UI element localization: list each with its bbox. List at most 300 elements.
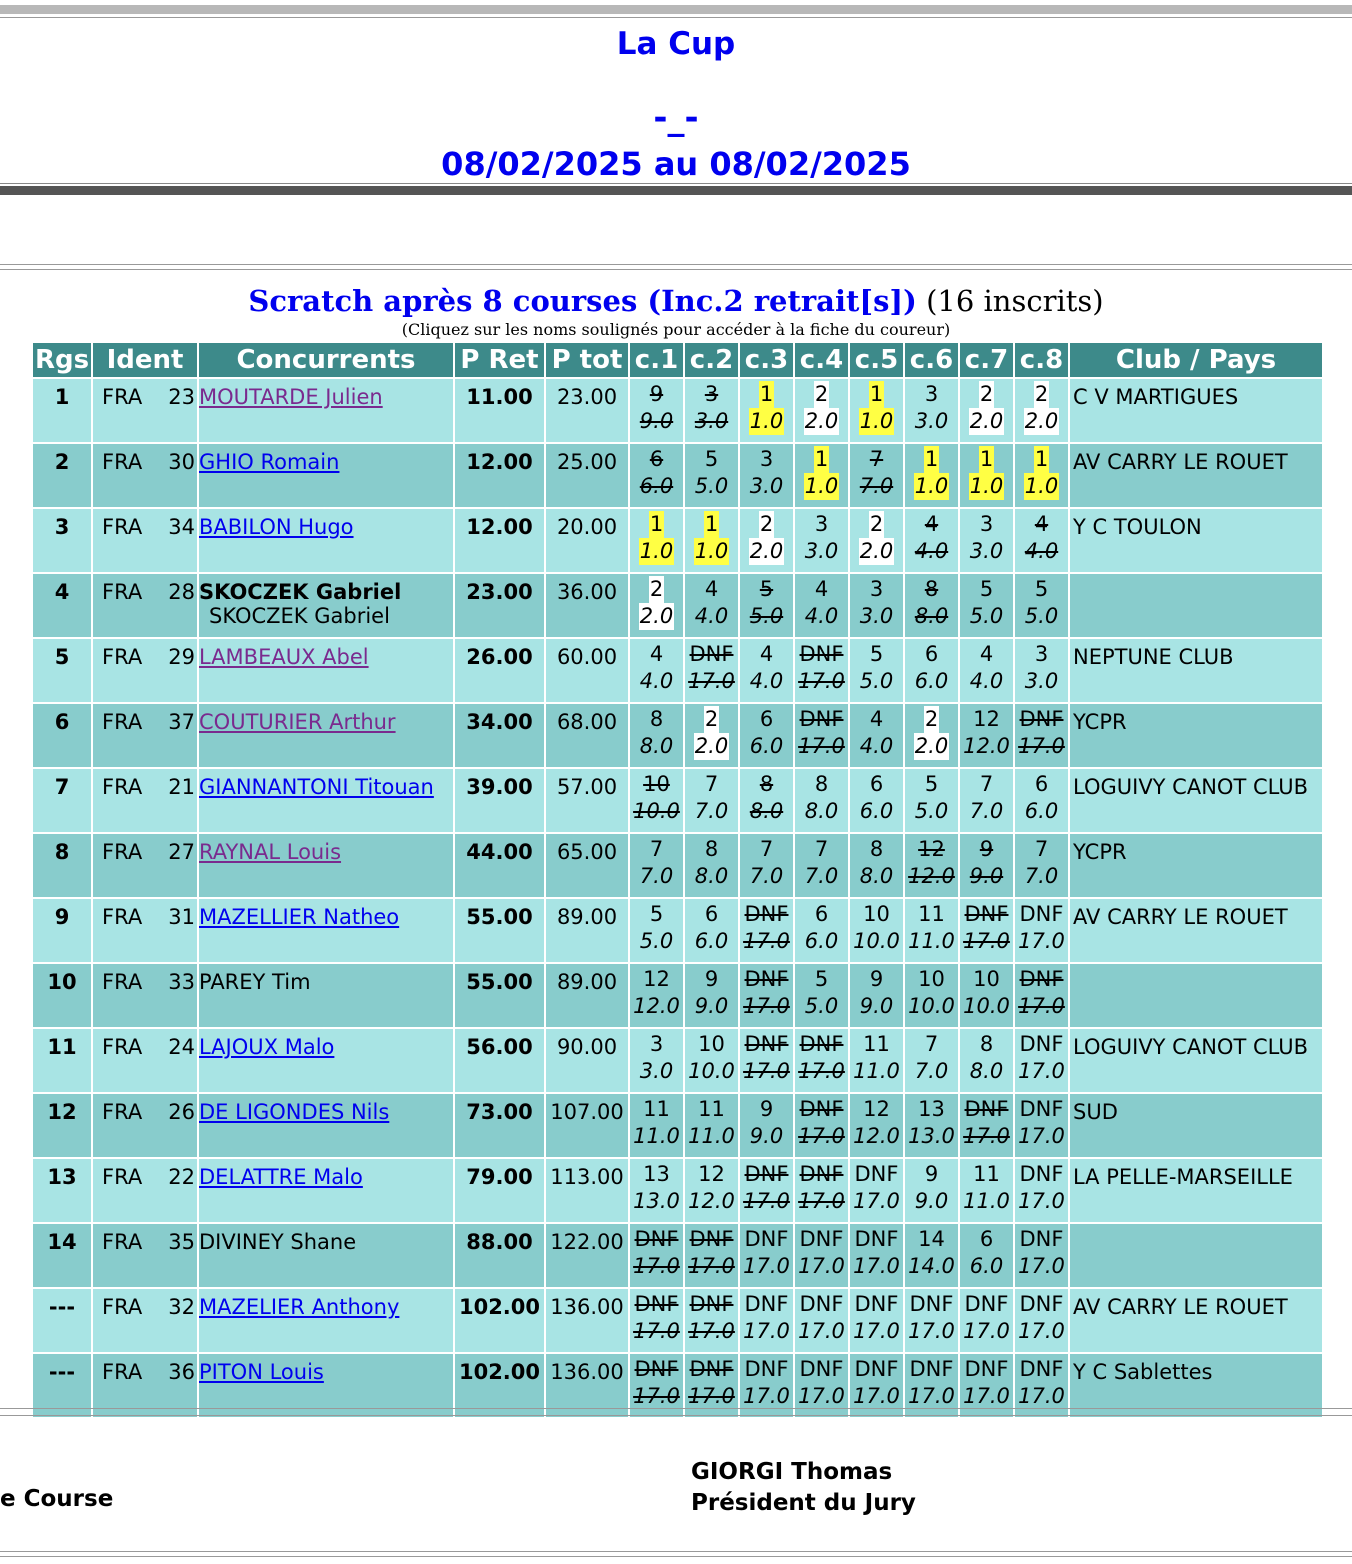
competitor-link[interactable]: DE LIGONDES Nils xyxy=(199,1100,390,1124)
race-place: 6 xyxy=(649,447,664,471)
competitor-link[interactable]: LAMBEAUX Abel xyxy=(199,645,369,669)
race-points: 17.0 xyxy=(633,1384,680,1408)
competitor-link[interactable]: MAZELLIER Natheo xyxy=(199,905,400,929)
col-header: c.2 xyxy=(685,343,738,377)
competitor-crew: SKOCZEK Gabriel xyxy=(209,604,390,628)
race-points: 7.0 xyxy=(1024,864,1059,888)
col-header: c.6 xyxy=(905,343,958,377)
top-rule xyxy=(0,5,1352,14)
race-points: 9.0 xyxy=(914,1189,949,1213)
points-net-cell: 23.00 xyxy=(455,574,544,637)
race-result-cell xyxy=(960,1029,1013,1092)
event-dates: 08/02/2025 au 08/02/2025 xyxy=(441,145,911,183)
race-place: 9 xyxy=(704,967,719,991)
race-result-cell xyxy=(905,769,958,832)
race-place: DNF xyxy=(799,1292,844,1316)
race-points: 11.0 xyxy=(688,1124,735,1148)
race-place: 8 xyxy=(979,1032,994,1056)
race-result-cell xyxy=(630,1224,683,1287)
race-points: 12.0 xyxy=(908,864,955,888)
race-result-cell xyxy=(685,574,738,637)
table-row xyxy=(33,509,1322,572)
race-result-cell xyxy=(850,639,903,702)
name-cell xyxy=(199,574,453,637)
table-row xyxy=(33,704,1322,767)
race-place: 11 xyxy=(973,1162,1000,1186)
race-points: 17.0 xyxy=(853,1254,900,1278)
club-cell: YCPR xyxy=(1070,834,1322,897)
race-place: 4 xyxy=(759,642,774,666)
race-result-cell xyxy=(685,964,738,1027)
race-result-cell xyxy=(960,769,1013,832)
race-place: 7 xyxy=(1034,837,1049,861)
nationality: FRA xyxy=(102,1165,143,1189)
race-result-cell xyxy=(795,509,848,572)
race-points: 3.0 xyxy=(859,604,894,628)
name-cell xyxy=(199,1159,453,1222)
race-points: 1.0 xyxy=(694,539,729,563)
name-cell xyxy=(199,1029,453,1092)
race-points: 10.0 xyxy=(963,994,1010,1018)
race-place: 3 xyxy=(649,1032,664,1056)
caption-main: Scratch après 8 courses (Inc.2 retrait[s]) xyxy=(248,284,917,318)
rank-cell: 7 xyxy=(33,769,91,832)
col-header: c.7 xyxy=(960,343,1013,377)
race-place: 8 xyxy=(869,837,884,861)
rank-cell: 6 xyxy=(33,704,91,767)
name-cell xyxy=(199,639,453,702)
sail-number: 23 xyxy=(168,385,195,409)
race-place: DNF xyxy=(1019,902,1064,926)
race-result-cell xyxy=(960,964,1013,1027)
race-points: 6.0 xyxy=(694,929,729,953)
race-place: 3 xyxy=(814,512,829,536)
race-points: 9.0 xyxy=(749,1124,784,1148)
col-header: c.3 xyxy=(740,343,793,377)
results-caption xyxy=(0,284,1352,318)
race-result-cell xyxy=(1015,1224,1068,1287)
race-points: 17.0 xyxy=(743,1384,790,1408)
race-points: 17.0 xyxy=(853,1319,900,1343)
race-points: 1.0 xyxy=(1024,474,1059,498)
race-result-cell xyxy=(1015,444,1068,507)
race-place: 5 xyxy=(869,642,884,666)
col-header: Concurrents xyxy=(199,343,453,377)
race-points: 6.0 xyxy=(914,669,949,693)
race-place: 7 xyxy=(924,1032,939,1056)
race-result-cell xyxy=(740,704,793,767)
rank-cell: 4 xyxy=(33,574,91,637)
competitor-link[interactable]: DELATTRE Malo xyxy=(199,1165,363,1189)
top-rule-thin xyxy=(0,17,1352,18)
footer-left-label: e Course xyxy=(0,1486,114,1512)
race-result-cell xyxy=(685,1224,738,1287)
race-place: 9 xyxy=(869,967,884,991)
race-place: 8 xyxy=(924,577,939,601)
race-points: 2.0 xyxy=(694,734,729,758)
race-result-cell xyxy=(1015,834,1068,897)
race-place: 2 xyxy=(649,577,664,601)
race-place: 2 xyxy=(814,382,829,406)
race-points: 6.0 xyxy=(1024,799,1059,823)
race-points: 10.0 xyxy=(853,929,900,953)
race-place: 1 xyxy=(924,447,939,471)
competitor-name: SKOCZEK Gabriel xyxy=(199,580,402,604)
race-place: DNF xyxy=(689,1357,734,1381)
race-result-cell xyxy=(1015,1029,1068,1092)
race-points: 17.0 xyxy=(1018,1384,1065,1408)
race-place: 2 xyxy=(924,707,939,731)
race-points: 10.0 xyxy=(908,994,955,1018)
race-place: 3 xyxy=(869,577,884,601)
race-points: 9.0 xyxy=(694,994,729,1018)
race-result-cell xyxy=(630,1094,683,1157)
col-header: P tot xyxy=(546,343,628,377)
race-place: 11 xyxy=(863,1032,890,1056)
race-result-cell xyxy=(1015,639,1068,702)
race-place: 1 xyxy=(649,512,664,536)
race-result-cell xyxy=(850,769,903,832)
race-result-cell xyxy=(960,1159,1013,1222)
competitor-link[interactable]: LAJOUX Malo xyxy=(199,1035,335,1059)
race-place: 14 xyxy=(918,1227,945,1251)
competitor-link[interactable]: BABILON Hugo xyxy=(199,515,354,539)
race-result-cell xyxy=(795,964,848,1027)
points-net-cell: 102.00 xyxy=(455,1354,544,1417)
sail-number: 37 xyxy=(168,710,195,734)
ident-cell xyxy=(93,1224,197,1287)
col-header: c.5 xyxy=(850,343,903,377)
nationality: FRA xyxy=(102,710,143,734)
race-place: DNF xyxy=(799,1227,844,1251)
points-total-cell: 25.00 xyxy=(546,444,628,507)
race-place: 5 xyxy=(1034,577,1049,601)
points-total-cell: 107.00 xyxy=(546,1094,628,1157)
race-place: DNF xyxy=(634,1227,679,1251)
race-result-cell xyxy=(1015,899,1068,962)
sail-number: 31 xyxy=(168,905,195,929)
competitor-link[interactable]: GHIO Romain xyxy=(199,450,340,474)
page-title: La Cup xyxy=(616,26,736,62)
rank-cell: 8 xyxy=(33,834,91,897)
section-rule-1 xyxy=(0,264,1352,265)
race-place: DNF xyxy=(744,1162,789,1186)
col-header: c.8 xyxy=(1015,343,1068,377)
race-place: 7 xyxy=(649,837,664,861)
race-points: 2.0 xyxy=(804,409,839,433)
race-points: 3.0 xyxy=(1024,669,1059,693)
race-place: DNF xyxy=(1019,1357,1064,1381)
race-result-cell xyxy=(630,574,683,637)
rank-cell: 9 xyxy=(33,899,91,962)
race-result-cell xyxy=(740,1029,793,1092)
race-result-cell xyxy=(685,704,738,767)
table-row xyxy=(33,769,1322,832)
rank-cell: --- xyxy=(33,1289,91,1352)
race-points: 17.0 xyxy=(743,1059,790,1083)
page-subtitle: -_- xyxy=(653,98,699,138)
race-place: DNF xyxy=(1019,1292,1064,1316)
race-result-cell xyxy=(905,964,958,1027)
race-points: 17.0 xyxy=(633,1254,680,1278)
race-result-cell xyxy=(685,769,738,832)
race-points: 11.0 xyxy=(963,1189,1010,1213)
race-place: 4 xyxy=(814,577,829,601)
race-points: 4.0 xyxy=(859,734,894,758)
points-net-cell: 44.00 xyxy=(455,834,544,897)
race-points: 17.0 xyxy=(1018,1059,1065,1083)
ident-cell xyxy=(93,509,197,572)
club-cell: Y C Sablettes xyxy=(1070,1354,1322,1417)
name-cell xyxy=(199,509,453,572)
race-result-cell xyxy=(795,444,848,507)
ident-cell xyxy=(93,379,197,442)
race-place: 6 xyxy=(924,642,939,666)
race-place: 12 xyxy=(698,1162,725,1186)
bottom-rule-2 xyxy=(0,1556,1352,1557)
race-points: 14.0 xyxy=(908,1254,955,1278)
ident-cell xyxy=(93,964,197,1027)
race-points: 4.0 xyxy=(804,604,839,628)
race-points: 4.0 xyxy=(749,669,784,693)
race-points: 17.0 xyxy=(963,1124,1010,1148)
race-result-cell xyxy=(960,1094,1013,1157)
club-cell xyxy=(1070,574,1322,637)
race-place: DNF xyxy=(1019,1162,1064,1186)
race-place: 4 xyxy=(924,512,939,536)
race-place: 12 xyxy=(973,707,1000,731)
race-points: 17.0 xyxy=(908,1319,955,1343)
ident-cell xyxy=(93,834,197,897)
race-result-cell xyxy=(630,1029,683,1092)
race-points: 17.0 xyxy=(1018,734,1065,758)
nationality: FRA xyxy=(102,840,143,864)
race-points: 9.0 xyxy=(639,409,674,433)
sail-number: 34 xyxy=(168,515,195,539)
race-result-cell xyxy=(850,379,903,442)
rank-cell: 13 xyxy=(33,1159,91,1222)
race-points: 5.0 xyxy=(914,799,949,823)
competitor-link[interactable]: MAZELIER Anthony xyxy=(199,1295,400,1319)
race-points: 10.0 xyxy=(633,799,680,823)
race-points: 7.0 xyxy=(859,474,894,498)
race-result-cell xyxy=(850,1289,903,1352)
race-place: DNF xyxy=(744,1032,789,1056)
race-place: 2 xyxy=(759,512,774,536)
nationality: FRA xyxy=(102,970,143,994)
race-points: 4.0 xyxy=(969,669,1004,693)
race-points: 17.0 xyxy=(963,929,1010,953)
points-net-cell: 39.00 xyxy=(455,769,544,832)
points-net-cell: 12.00 xyxy=(455,509,544,572)
points-total-cell: 68.00 xyxy=(546,704,628,767)
race-points: 17.0 xyxy=(798,1254,845,1278)
nationality: FRA xyxy=(102,450,143,474)
race-place: 7 xyxy=(869,447,884,471)
club-cell: LOGUIVY CANOT CLUB xyxy=(1070,769,1322,832)
race-points: 13.0 xyxy=(908,1124,955,1148)
race-result-cell xyxy=(905,1159,958,1222)
jury-president-role: Président du Jury xyxy=(691,1490,916,1516)
points-total-cell: 23.00 xyxy=(546,379,628,442)
race-points: 17.0 xyxy=(798,1384,845,1408)
race-points: 7.0 xyxy=(969,799,1004,823)
race-place: 5 xyxy=(759,577,774,601)
race-place: DNF xyxy=(799,1162,844,1186)
sail-number: 27 xyxy=(168,840,195,864)
header-rule-thick xyxy=(0,186,1352,195)
race-points: 2.0 xyxy=(914,734,949,758)
sail-number: 28 xyxy=(168,580,195,604)
race-place: DNF xyxy=(689,1227,734,1251)
race-points: 17.0 xyxy=(688,1319,735,1343)
jury-signature xyxy=(691,1457,916,1519)
competitor-link[interactable]: GIANNANTONI Titouan xyxy=(199,775,434,799)
race-points: 6.0 xyxy=(749,734,784,758)
race-place: DNF xyxy=(1019,707,1064,731)
points-net-cell: 102.00 xyxy=(455,1289,544,1352)
race-points: 1.0 xyxy=(639,539,674,563)
race-result-cell xyxy=(850,574,903,637)
race-result-cell xyxy=(795,1094,848,1157)
race-result-cell xyxy=(685,1094,738,1157)
race-place: 6 xyxy=(704,902,719,926)
race-points: 8.0 xyxy=(639,734,674,758)
race-result-cell xyxy=(740,1094,793,1157)
race-result-cell xyxy=(630,1159,683,1222)
race-place: 4 xyxy=(869,707,884,731)
race-result-cell xyxy=(630,769,683,832)
race-place: DNF xyxy=(799,642,844,666)
race-result-cell xyxy=(630,899,683,962)
club-cell: LA PELLE-MARSEILLE xyxy=(1070,1159,1322,1222)
race-place: DNF xyxy=(744,1292,789,1316)
race-result-cell xyxy=(795,769,848,832)
points-net-cell: 34.00 xyxy=(455,704,544,767)
race-place: 12 xyxy=(918,837,945,861)
competitor-link[interactable]: COUTURIER Arthur xyxy=(199,710,396,734)
points-total-cell: 90.00 xyxy=(546,1029,628,1092)
nationality: FRA xyxy=(102,385,143,409)
race-result-cell xyxy=(630,834,683,897)
race-points: 12.0 xyxy=(963,734,1010,758)
race-points: 17.0 xyxy=(963,1319,1010,1343)
race-result-cell xyxy=(850,834,903,897)
race-points: 17.0 xyxy=(798,1189,845,1213)
race-points: 3.0 xyxy=(914,409,949,433)
race-place: 7 xyxy=(759,837,774,861)
race-points: 12.0 xyxy=(688,1189,735,1213)
race-place: 1 xyxy=(869,382,884,406)
race-place: 7 xyxy=(814,837,829,861)
race-place: DNF xyxy=(964,1097,1009,1121)
race-result-cell xyxy=(905,379,958,442)
race-points: 1.0 xyxy=(749,409,784,433)
points-net-cell: 11.00 xyxy=(455,379,544,442)
competitor-link[interactable]: MOUTARDE Julien xyxy=(199,385,383,409)
race-place: 3 xyxy=(924,382,939,406)
table-row xyxy=(33,899,1322,962)
race-place: DNF xyxy=(634,1357,679,1381)
race-result-cell xyxy=(795,899,848,962)
race-points: 17.0 xyxy=(743,1254,790,1278)
table-row xyxy=(33,379,1322,442)
race-result-cell xyxy=(905,1289,958,1352)
race-points: 1.0 xyxy=(914,474,949,498)
race-place: 9 xyxy=(759,1097,774,1121)
rank-cell: 12 xyxy=(33,1094,91,1157)
race-result-cell xyxy=(960,444,1013,507)
race-place: 6 xyxy=(869,772,884,796)
table-row xyxy=(33,1094,1322,1157)
points-total-cell: 20.00 xyxy=(546,509,628,572)
competitor-link[interactable]: PITON Louis xyxy=(199,1360,324,1384)
race-result-cell xyxy=(905,1029,958,1092)
race-place: DNF xyxy=(909,1292,954,1316)
race-result-cell xyxy=(850,899,903,962)
race-result-cell xyxy=(960,509,1013,572)
race-points: 3.0 xyxy=(749,474,784,498)
race-points: 17.0 xyxy=(798,669,845,693)
race-result-cell xyxy=(795,379,848,442)
race-place: 1 xyxy=(814,447,829,471)
race-result-cell xyxy=(960,1224,1013,1287)
race-place: DNF xyxy=(1019,967,1064,991)
race-points: 7.0 xyxy=(914,1059,949,1083)
name-cell xyxy=(199,1224,453,1287)
race-result-cell xyxy=(905,704,958,767)
race-place: 7 xyxy=(704,772,719,796)
race-result-cell xyxy=(1015,1289,1068,1352)
race-place: DNF xyxy=(744,1227,789,1251)
race-place: 8 xyxy=(649,707,664,731)
race-result-cell xyxy=(960,639,1013,702)
table-row xyxy=(33,964,1322,1027)
race-place: DNF xyxy=(854,1292,899,1316)
sail-number: 26 xyxy=(168,1100,195,1124)
race-points: 17.0 xyxy=(1018,994,1065,1018)
race-points: 17.0 xyxy=(1018,929,1065,953)
race-points: 6.0 xyxy=(969,1254,1004,1278)
race-points: 2.0 xyxy=(969,409,1004,433)
race-result-cell xyxy=(630,509,683,572)
nationality: FRA xyxy=(102,1035,143,1059)
sail-number: 32 xyxy=(168,1295,195,1319)
race-result-cell xyxy=(685,444,738,507)
table-row xyxy=(33,1159,1322,1222)
race-result-cell xyxy=(795,1224,848,1287)
race-points: 6.0 xyxy=(639,474,674,498)
table-row xyxy=(33,1224,1322,1287)
race-result-cell xyxy=(905,639,958,702)
race-result-cell xyxy=(685,1289,738,1352)
race-points: 17.0 xyxy=(798,1319,845,1343)
race-result-cell xyxy=(740,769,793,832)
race-points: 7.0 xyxy=(804,864,839,888)
race-place: 8 xyxy=(704,837,719,861)
race-result-cell xyxy=(685,509,738,572)
ident-cell xyxy=(93,1029,197,1092)
race-result-cell xyxy=(630,704,683,767)
points-total-cell: 65.00 xyxy=(546,834,628,897)
points-net-cell: 88.00 xyxy=(455,1224,544,1287)
race-result-cell xyxy=(630,444,683,507)
race-place: DNF xyxy=(964,1292,1009,1316)
race-points: 12.0 xyxy=(853,1124,900,1148)
col-header: c.1 xyxy=(630,343,683,377)
race-place: 6 xyxy=(814,902,829,926)
competitor-link[interactable]: RAYNAL Louis xyxy=(199,840,342,864)
